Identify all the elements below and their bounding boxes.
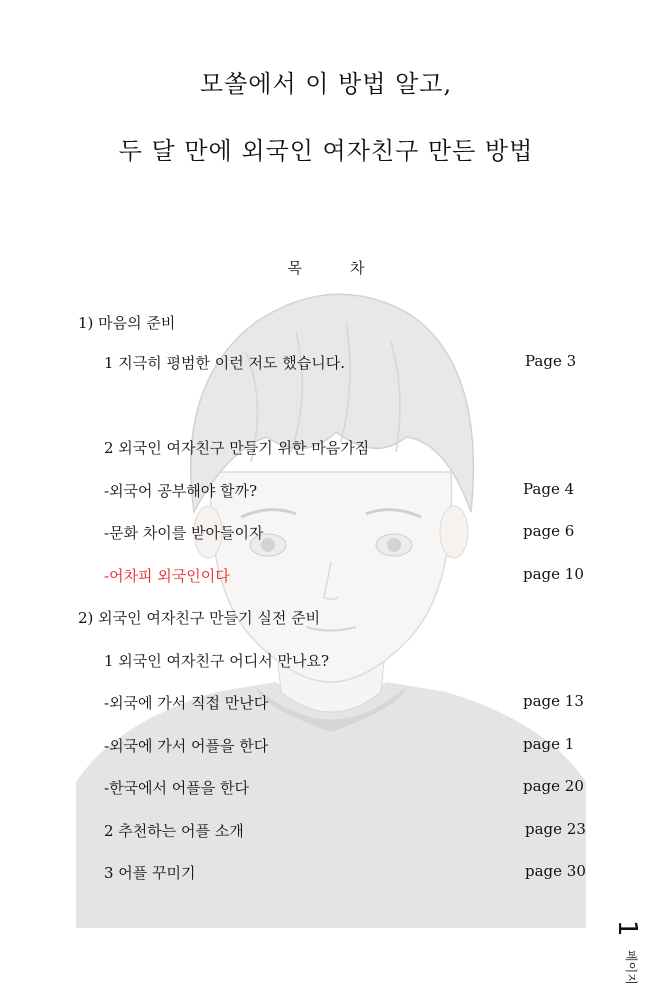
toc-entry-page: Page 3	[525, 352, 577, 370]
toc-entry-page: page 20	[523, 777, 584, 795]
toc-entry-label: 1 외국인 여자친구 어디서 만나요?	[104, 652, 330, 670]
toc-entry-page: Page 4	[523, 480, 575, 498]
toc-entry-page: page 10	[523, 565, 584, 583]
toc-entry-label: -외국에 가서 직접 만난다	[104, 694, 269, 712]
toc-entry-label: -문화 차이를 받아들이자	[104, 524, 264, 542]
toc-entry-label: -외국어 공부해야 할까?	[104, 482, 258, 500]
page-footer	[612, 920, 642, 990]
toc-heading: 목차	[287, 259, 413, 277]
page-label: 페이지	[624, 950, 638, 985]
toc-entry-label: 2 추천하는 어플 소개	[104, 822, 244, 840]
toc-entry-label: -외국에 가서 어플을 한다	[104, 737, 269, 755]
document-title-line-1: 모쏠에서 이 방법 알고,	[199, 70, 453, 98]
toc-entry-label: 1) 마음의 준비	[78, 314, 176, 332]
document-title-line-2: 두 달 만에 외국인 여자친구 만든 방법	[118, 137, 534, 165]
toc-entry-page: page 1	[523, 735, 575, 753]
toc-entry-label: 3 어플 꾸미기	[104, 864, 196, 882]
toc-entry-label: -어차피 외국인이다	[104, 567, 230, 585]
toc-entry-label: 1 지극히 평범한 이런 저도 했습니다.	[104, 354, 346, 372]
toc-entry-label: 2) 외국인 여자친구 만들기 실전 준비	[78, 609, 321, 627]
toc-entry-page: page 6	[523, 522, 575, 540]
toc-entry-page: page 23	[525, 820, 586, 838]
toc-entry-label: 2 외국인 여자친구 만들기 위한 마음가짐	[104, 439, 370, 457]
toc-entry-label: -한국에서 어플을 한다	[104, 779, 250, 797]
toc-entry-page: page 30	[525, 862, 586, 880]
page-number: 1	[612, 920, 642, 937]
toc-entry-page: page 13	[523, 692, 584, 710]
